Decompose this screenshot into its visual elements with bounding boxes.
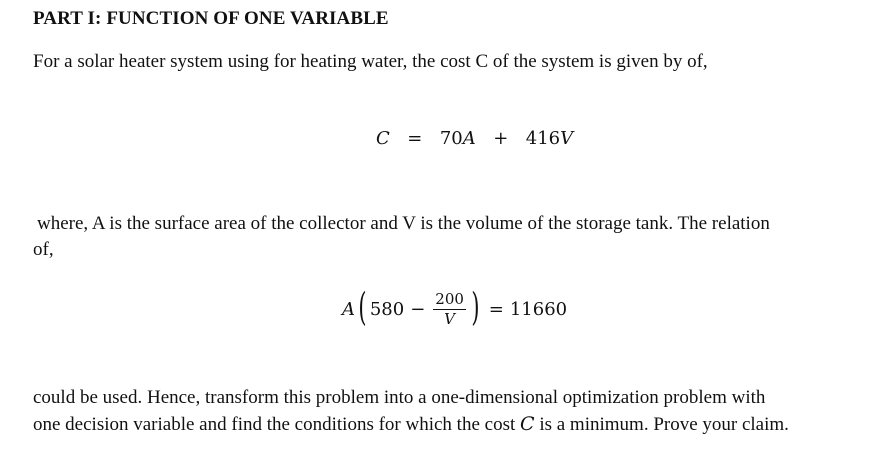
equals-sign: = <box>407 128 423 149</box>
task-paragraph-line1: could be used. Hence, transform this problem into a one-dimensional optimization problem with <box>33 387 766 408</box>
constraint-area-variable: A <box>342 298 355 320</box>
constraint-equals-sign: = <box>488 298 504 320</box>
cost-equation <box>376 128 573 149</box>
volume-coefficient: 416 <box>525 128 561 149</box>
intro-paragraph: For a solar heater system using for heating water, the cost C of the system is given by of, <box>33 51 708 72</box>
open-parenthesis: ( <box>358 285 367 329</box>
minus-sign: − <box>410 298 426 320</box>
volume-variable: V <box>560 128 574 149</box>
task-paragraph-line2 <box>33 411 875 438</box>
task-text-pre: one decision variable and find the conditions for which the cost <box>33 414 521 435</box>
area-coefficient: 70 <box>439 128 463 149</box>
cost-variable: C <box>376 128 390 149</box>
task-text-post: is a minimum. Prove your claim. <box>534 414 789 435</box>
fraction-denominator: V <box>444 309 456 328</box>
area-variable: A <box>462 128 476 149</box>
plus-sign: + <box>493 128 509 149</box>
relation-paragraph-line2: of, <box>33 239 54 260</box>
fraction-numerator: 200 <box>435 289 464 308</box>
constraint-equation <box>342 284 567 334</box>
task-cost-variable: C <box>520 413 535 435</box>
relation-paragraph-line1: where, A is the surface area of the collector and V is the volume of the storage tank. The relation <box>37 213 770 234</box>
section-heading: PART I: FUNCTION OF ONE VARIABLE <box>33 8 389 29</box>
close-parenthesis: ) <box>471 285 480 329</box>
constraint-rhs-value: 11660 <box>509 298 568 320</box>
fraction <box>433 291 466 328</box>
constraint-constant: 580 <box>369 298 405 320</box>
